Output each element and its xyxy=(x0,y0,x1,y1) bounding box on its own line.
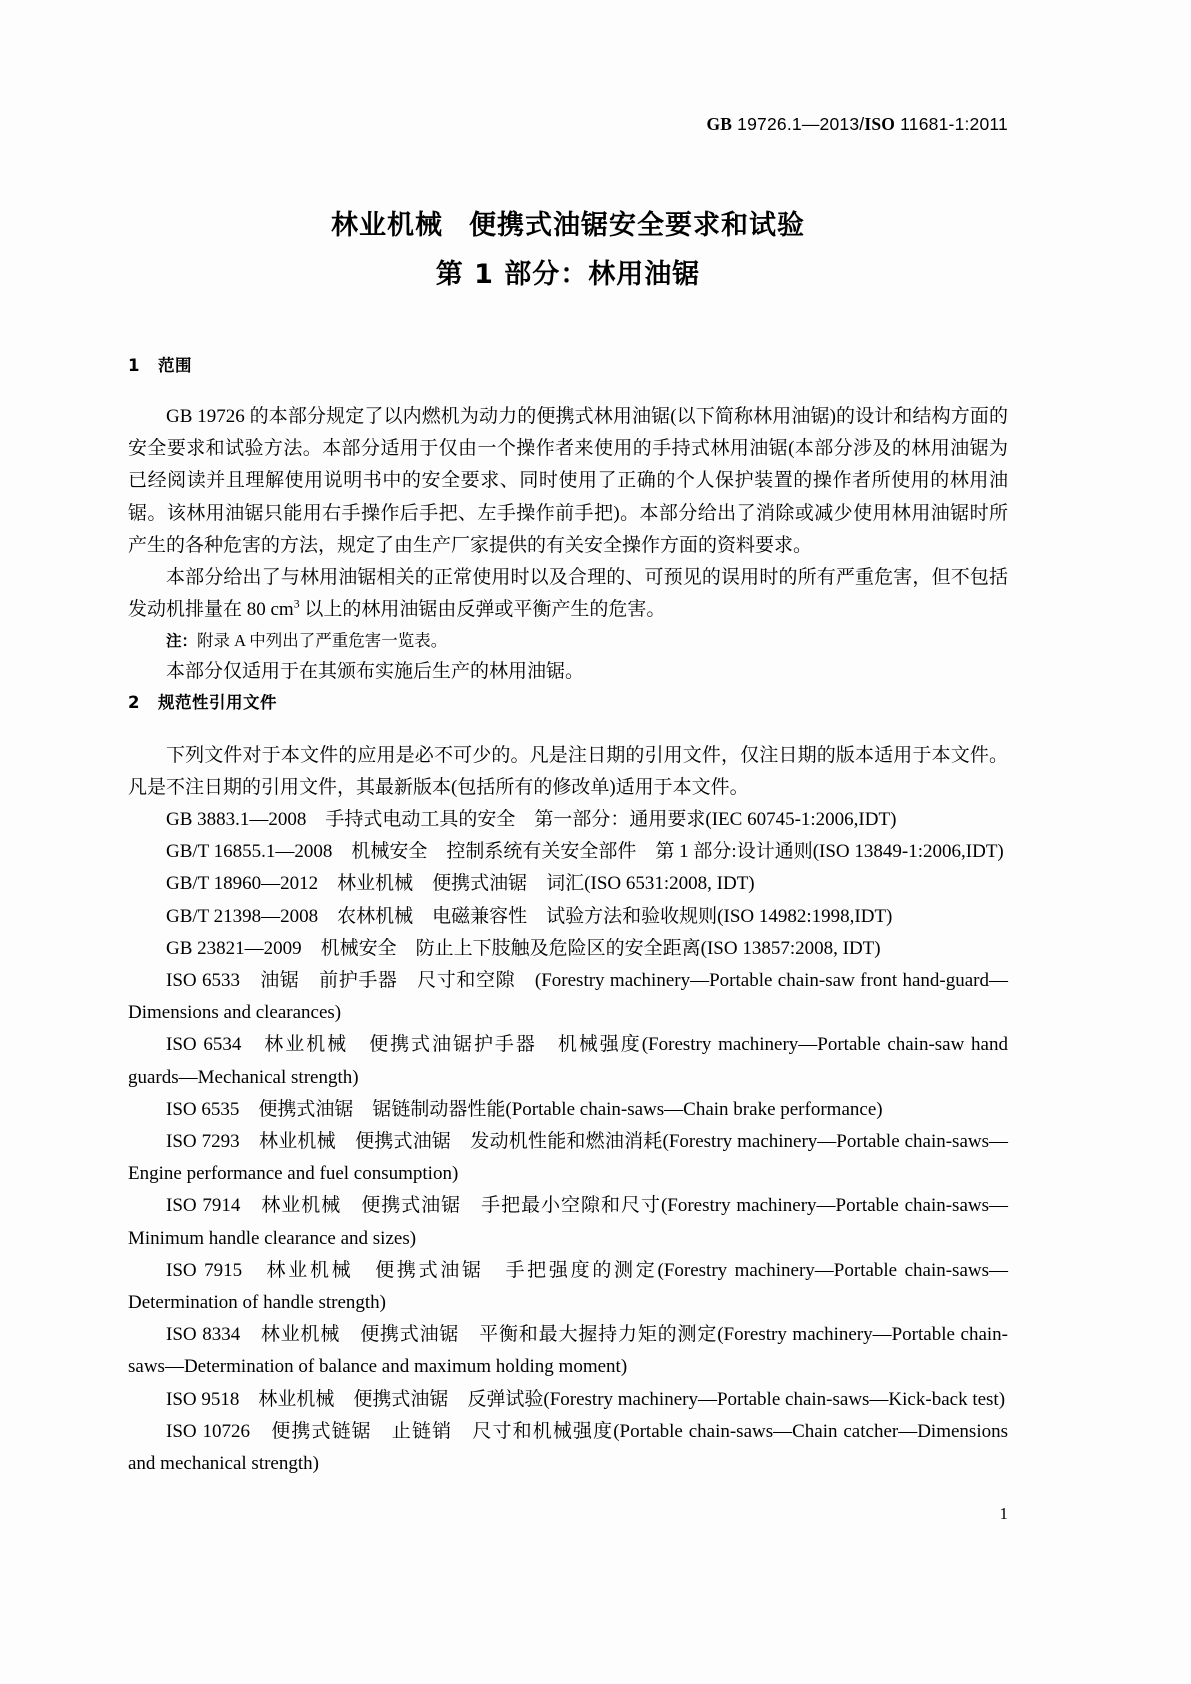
normative-reference-list xyxy=(128,804,1008,1480)
clause-2-title: 规范性引用文件 xyxy=(158,693,277,712)
title-line-1-part-2: 便携式油锯安全要求和试验 xyxy=(469,210,805,241)
reference-item: GB/T 18960—2012 林业机械 便携式油锯 词汇(ISO 6531:2008, IDT) xyxy=(166,873,755,895)
reference-item: ISO 7915 林业机械 便携式油锯 手把强度的测定(Forestry machinery—Portable chain-saws—Determination of handle strength) xyxy=(128,1259,1008,1314)
running-header xyxy=(706,114,1008,135)
reference-item: ISO 8334 林业机械 便携式油锯 平衡和最大握持力矩的测定(Forestry machinery—Portable chain-saws—Determination of balance and maximum holding moment) xyxy=(128,1324,1008,1378)
page-title xyxy=(128,203,1008,298)
clause-1-paragraph-2 xyxy=(128,562,1008,626)
clause-1-note xyxy=(128,626,1008,656)
clause-2-intro-block xyxy=(128,740,1008,804)
reference-item: GB/T 21398—2008 农林机械 电磁兼容性 试验方法和验收规则(ISO 14982:1998,IDT) xyxy=(166,905,893,927)
header-gb-label: GB xyxy=(706,114,733,134)
clause-1-heading xyxy=(128,352,192,376)
reference-item: ISO 6535 便携式油锯 锯链制动器性能(Portable chain-saws—Chain brake performance) xyxy=(166,1098,883,1120)
clause-1-title: 范围 xyxy=(158,356,192,375)
reference-item: GB 23821—2009 机械安全 防止上下肢触及危险区的安全距离(ISO 13857:2008, IDT) xyxy=(166,937,881,959)
clause-1-body xyxy=(128,401,1008,689)
cubic-exponent: 3 xyxy=(293,597,300,611)
clause-1-paragraph-2-a: 本部分给出了与林用油锯相关的正常使用时以及合理的、可预见的误用时的所有严重危害，但不包括发动机排量在 80 cm xyxy=(128,567,1008,621)
page-content xyxy=(128,0,1008,1684)
clause-1-number: 1 xyxy=(128,356,140,375)
header-gb-number: 19726.1—2013/ xyxy=(732,114,865,134)
reference-item: ISO 9518 林业机械 便携式油锯 反弹试验(Forestry machinery—Portable chain-saws—Kick-back test) xyxy=(166,1388,1006,1410)
title-line-1-part-1: 林业机械 xyxy=(331,210,443,241)
reference-item: GB 3883.1—2008 手持式电动工具的安全 第一部分：通用要求(IEC 60745-1:2006,IDT) xyxy=(166,809,897,830)
header-iso-label: ISO xyxy=(864,114,896,134)
reference-item: ISO 7914 林业机械 便携式油锯 手把最小空隙和尺寸(Forestry machinery—Portable chain-saws—Minimum handle clearance and sizes) xyxy=(128,1195,1008,1249)
clause-2-intro: 下列文件对于本文件的应用是必不可少的。凡是注日期的引用文件，仅注日期的版本适用于本文件。凡是不注日期的引用文件，其最新版本(包括所有的修改单)适用于本文件。 xyxy=(128,745,1008,799)
page-number: 1 xyxy=(999,1504,1008,1523)
reference-item: ISO 7293 林业机械 便携式油锯 发动机性能和燃油消耗(Forestry machinery—Portable chain-saws—Engine performance and fuel consumption) xyxy=(128,1131,1008,1185)
title-line-2: 第 1 部分：林用油锯 xyxy=(435,259,701,290)
reference-item: ISO 6533 油锯 前护手器 尺寸和空隙 (Forestry machinery—Portable chain-saw front hand-guard—Dimensions and clearances) xyxy=(128,970,1008,1024)
note-text: 附录 A 中列出了严重危害一览表。 xyxy=(197,631,448,651)
reference-item: GB/T 16855.1—2008 机械安全 控制系统有关安全部件 第 1 部分:设计通则(ISO 13849-1:2006,IDT) xyxy=(166,841,1004,863)
clause-2-heading xyxy=(128,689,277,713)
clause-2-number: 2 xyxy=(128,693,140,712)
header-iso-number: 11681-1:2011 xyxy=(895,114,1008,134)
reference-item: ISO 6534 林业机械 便携式油锯护手器 机械强度(Forestry machinery—Portable chain-saw hand guards—Mechanical strength) xyxy=(128,1034,1008,1088)
clause-1-paragraph-1: GB 19726 的本部分规定了以内燃机为动力的便携式林用油锯(以下简称林用油锯)的设计和结构方面的安全要求和试验方法。本部分适用于仅由一个操作者来使用的手持式林用油锯(本部分涉及的林用油锯为已经阅读并且理解使用说明书中的安全要求、同时使用了正确的个人保护装置的操作者所使用的林用油锯。该林用油锯只能用右手操作后手把、左手操作前手把)。本部分给出了消除或减少使用林用油锯时所产生的各种危害的方法，规定了由生产厂家提供的有关安全操作方面的资料要求。 xyxy=(128,406,1008,556)
clause-1-paragraph-2-b: 以上的林用油锯由反弹或平衡产生的危害。 xyxy=(299,599,666,621)
reference-item: ISO 10726 便携式链锯 止链销 尺寸和机械强度(Portable chain-saws—Chain catcher—Dimensions and mechanical strength) xyxy=(128,1420,1008,1475)
clause-1-paragraph-3: 本部分仅适用于在其颁布实施后生产的林用油锯。 xyxy=(166,661,585,683)
note-label: 注： xyxy=(166,632,198,651)
